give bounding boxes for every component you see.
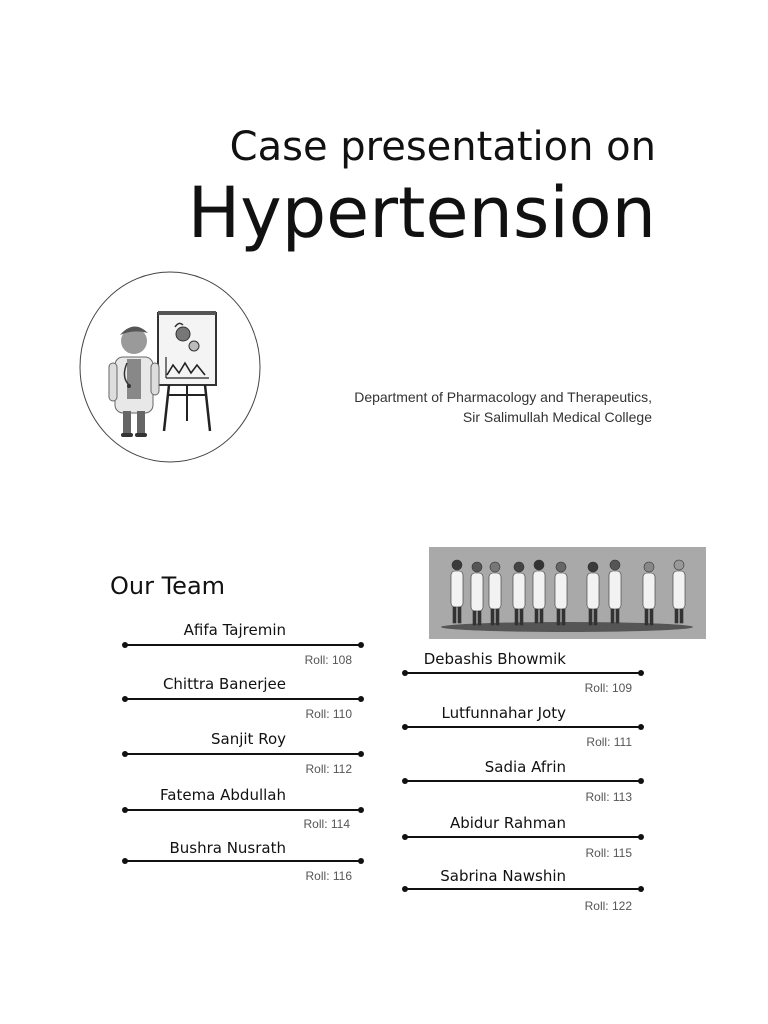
member-roll: Roll: 115 — [585, 846, 632, 860]
member-roll: Roll: 112 — [305, 762, 352, 776]
divider-line — [125, 809, 361, 811]
team-member — [402, 814, 644, 864]
divider-line — [405, 780, 641, 782]
member-roll: Roll: 114 — [303, 817, 350, 831]
team-member — [122, 786, 364, 836]
member-roll: Roll: 113 — [585, 790, 632, 804]
member-name: Sanjit Roy — [210, 730, 286, 748]
team-member — [122, 839, 364, 889]
presentation-subtitle: Case presentation on — [229, 124, 656, 170]
divider-line — [125, 644, 361, 646]
divider-line — [405, 836, 641, 838]
team-member — [122, 730, 364, 780]
team-member — [122, 621, 364, 671]
divider-line — [125, 753, 361, 755]
divider-line — [125, 698, 361, 700]
member-roll: Roll: 111 — [586, 735, 632, 749]
divider-line — [125, 860, 361, 862]
member-name: Abidur Rahman — [449, 814, 566, 832]
member-roll: Roll: 122 — [584, 899, 632, 913]
team-member — [402, 650, 644, 700]
divider-line — [405, 672, 641, 674]
medical-team-group-icon — [429, 547, 706, 639]
department-info — [354, 387, 652, 427]
presentation-title: Hypertension — [187, 172, 656, 254]
member-name: Sabrina Nawshin — [440, 867, 566, 885]
member-name: Chittra Banerjee — [162, 675, 286, 693]
member-name: Bushra Nusrath — [169, 839, 286, 857]
team-member — [122, 675, 364, 725]
divider-line — [405, 726, 641, 728]
team-heading: Our Team — [110, 572, 226, 600]
doctor-presenting-chart-icon — [79, 271, 261, 464]
team-member — [402, 867, 644, 917]
member-name: Fatema Abdullah — [160, 786, 286, 804]
member-name: Afifa Tajremin — [183, 621, 286, 639]
divider-line — [405, 888, 641, 890]
member-roll: Roll: 110 — [305, 707, 352, 721]
member-roll: Roll: 116 — [305, 869, 352, 883]
team-member — [402, 758, 644, 808]
member-roll: Roll: 109 — [584, 681, 632, 695]
department-line-1: Department of Pharmacology and Therapeutics, — [354, 389, 652, 405]
team-member — [402, 704, 644, 754]
member-name: Sadia Afrin — [484, 758, 566, 776]
member-roll: Roll: 108 — [304, 653, 352, 667]
member-name: Lutfunnahar Joty — [441, 704, 566, 722]
department-line-2: Sir Salimullah Medical College — [462, 409, 652, 425]
member-name: Debashis Bhowmik — [423, 650, 566, 668]
